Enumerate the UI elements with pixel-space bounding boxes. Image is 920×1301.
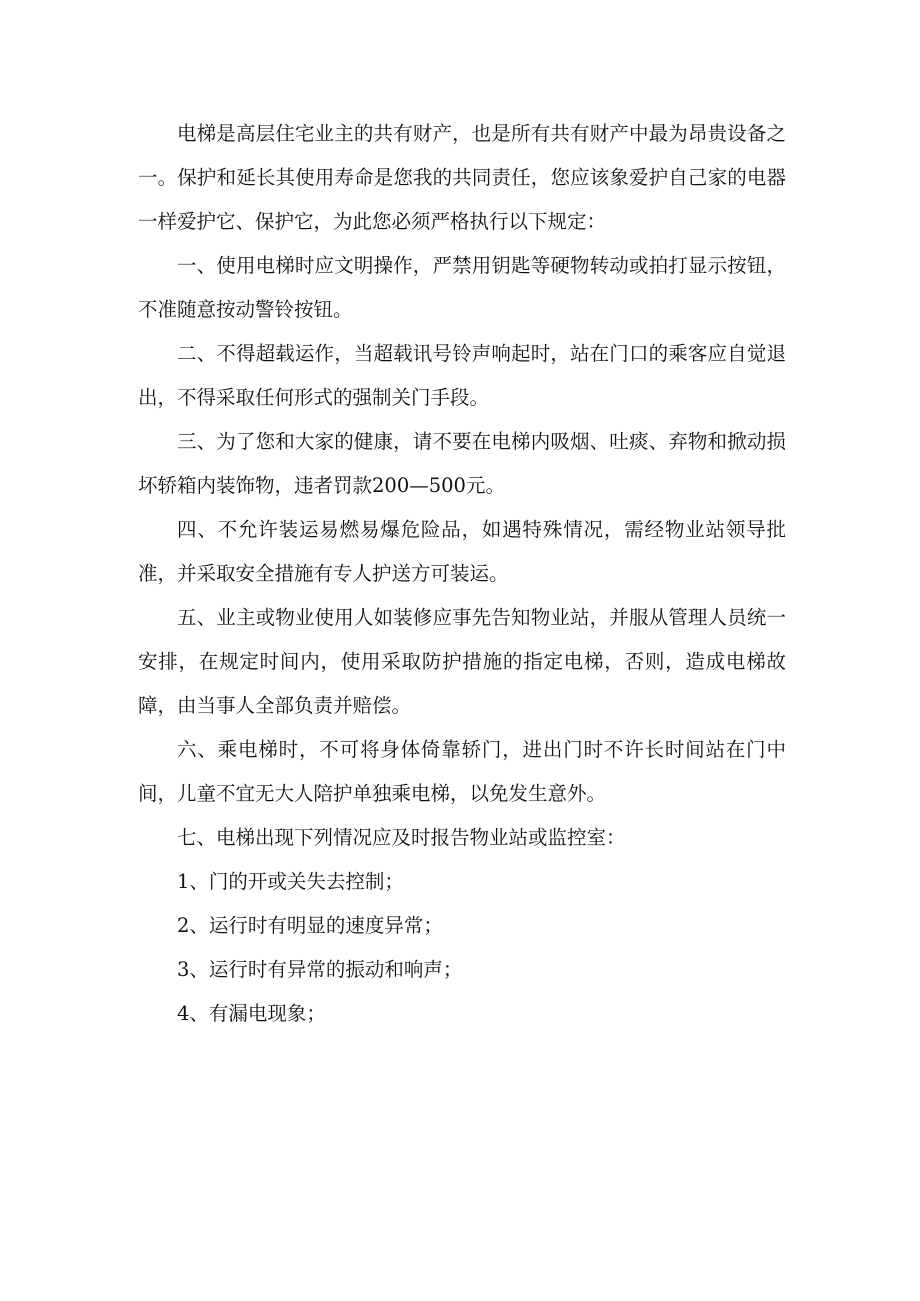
rule-3-paragraph: 三、为了您和大家的健康，请不要在电梯内吸烟、吐痰、弃物和掀动损坏轿箱内装饰物，违者罚款200—500元。 <box>138 430 786 497</box>
intro-paragraph: 电梯是高层住宅业主的共有财产，也是所有共有财产中最为昂贵设备之一。保护和延长其使用寿命是您我的共同责任，您应该象爱护自己家的电器一样爱护它、保护它，为此您必须严格执行以下规定： <box>138 122 786 233</box>
rule-1-paragraph: 一、使用电梯时应文明操作，严禁用钥匙等硬物转动或拍打显示按钮，不准随意按动警铃按钮。 <box>138 254 786 321</box>
rule-4-paragraph: 四、不允许装运易燃易爆危险品，如遇特殊情况，需经物业站领导批准，并采取安全措施有专人护送方可装运。 <box>138 518 786 585</box>
list-item-2: 2、运行时有明显的速度异常； <box>177 914 443 937</box>
rule-6-paragraph: 六、乘电梯时，不可将身体倚靠轿门，进出门时不许长时间站在门中间，儿童不宜无大人陪护单独乘电梯，以免发生意外。 <box>138 738 786 805</box>
list-item-3: 3、运行时有异常的振动和响声； <box>177 958 463 981</box>
rule-2-paragraph: 二、不得超载运作，当超载讯号铃声响起时，站在门口的乘客应自觉退出，不得采取任何形式的强制关门手段。 <box>138 342 786 409</box>
list-item-4: 4、有漏电现象； <box>177 1002 326 1025</box>
rule-5-paragraph: 五、业主或物业使用人如装修应事先告知物业站，并服从管理人员统一安排，在规定时间内，使用采取防护措施的指定电梯，否则，造成电梯故障，由当事人全部负责并赔偿。 <box>138 606 786 717</box>
list-item-1: 1、门的开或关失去控制； <box>177 870 404 893</box>
document-body <box>138 112 786 1036</box>
rule-7-paragraph: 七、电梯出现下列情况应及时报告物业站或监控室： <box>177 826 626 849</box>
